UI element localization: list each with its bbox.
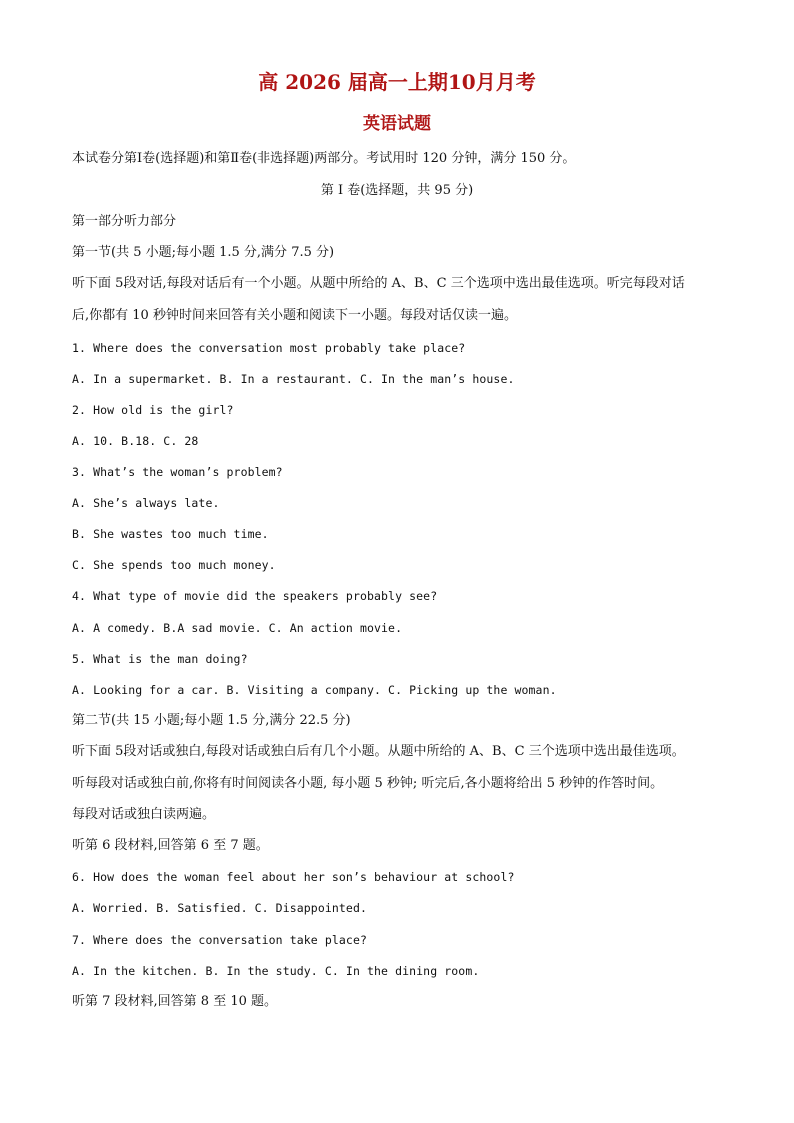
section1-instructions-line2: 后,你都有 10 秒钟时间来回答有关小题和阅读下一小题。每段对话仅读一遍。	[72, 308, 517, 323]
question-3-option-c: C. She spends too much money.	[72, 558, 276, 572]
question-5-options: A. Looking for a car. B. Visiting a company. C. Picking up the woman.	[72, 683, 557, 697]
question-6: 6. How does the woman feel about her son’s behaviour at school?	[72, 870, 515, 884]
material-6-prompt: 听第 6 段材料,回答第 6 至 7 题。	[72, 838, 269, 853]
section2-instructions-line2: 听每段对话或独白前,你将有时间阅读各小题, 每小题 5 秒钟; 听完后,各小题将给出 5 秒钟的作答时间。	[72, 776, 664, 791]
section1-heading: 第一节(共 5 小题;每小题 1.5 分,满分 7.5 分)	[72, 245, 335, 260]
question-3: 3. What’s the woman’s problem?	[72, 465, 283, 479]
section2-heading: 第二节(共 15 小题;每小题 1.5 分,满分 22.5 分)	[72, 713, 351, 728]
question-3-option-b: B. She wastes too much time.	[72, 527, 269, 541]
question-4-options: A. A comedy. B.A sad movie. C. An action movie.	[72, 621, 403, 635]
question-5: 5. What is the man doing?	[72, 652, 248, 666]
question-7-options: A. In the kitchen. B. In the study. C. In the dining room.	[72, 964, 480, 978]
section2-instructions-line3: 每段对话或独白读两遍。	[72, 807, 216, 822]
section2-instructions-line1: 听下面 5段对话或独白,每段对话或独白后有几个小题。从题中所给的 A、B、C 三个选项中选出最佳选项。	[72, 744, 685, 759]
question-2-options: A. 10. B.18. C. 28	[72, 434, 199, 448]
material-7-prompt: 听第 7 段材料,回答第 8 至 10 题。	[72, 994, 278, 1009]
question-1-options: A. In a supermarket. B. In a restaurant. C. In the man’s house.	[72, 372, 515, 386]
question-6-options: A. Worried. B. Satisfied. C. Disappointed.	[72, 901, 367, 915]
page-title: 高 2026 届高一上期10月月考	[258, 70, 536, 94]
question-4: 4. What type of movie did the speakers probably see?	[72, 589, 438, 603]
question-7: 7. Where does the conversation take place?	[72, 933, 367, 947]
question-1: 1. Where does the conversation most probably take place?	[72, 341, 466, 355]
section1-instructions-line1: 听下面 5段对话,每段对话后有一个小题。从题中所给的 A、B、C 三个选项中选出最佳选项。听完每段对话	[72, 276, 685, 291]
page-subtitle: 英语试题	[363, 114, 431, 134]
question-2: 2. How old is the girl?	[72, 403, 234, 417]
volume1-heading: 第 I 卷(选择题，共 95 分)	[320, 183, 474, 198]
part1-heading: 第一部分听力部分	[72, 214, 177, 229]
intro-text: 本试卷分第Ⅰ卷(选择题)和第Ⅱ卷(非选择题)两部分。考试用时 120 分钟，满分 150 分。	[72, 151, 576, 166]
question-3-option-a: A. She’s always late.	[72, 496, 220, 510]
